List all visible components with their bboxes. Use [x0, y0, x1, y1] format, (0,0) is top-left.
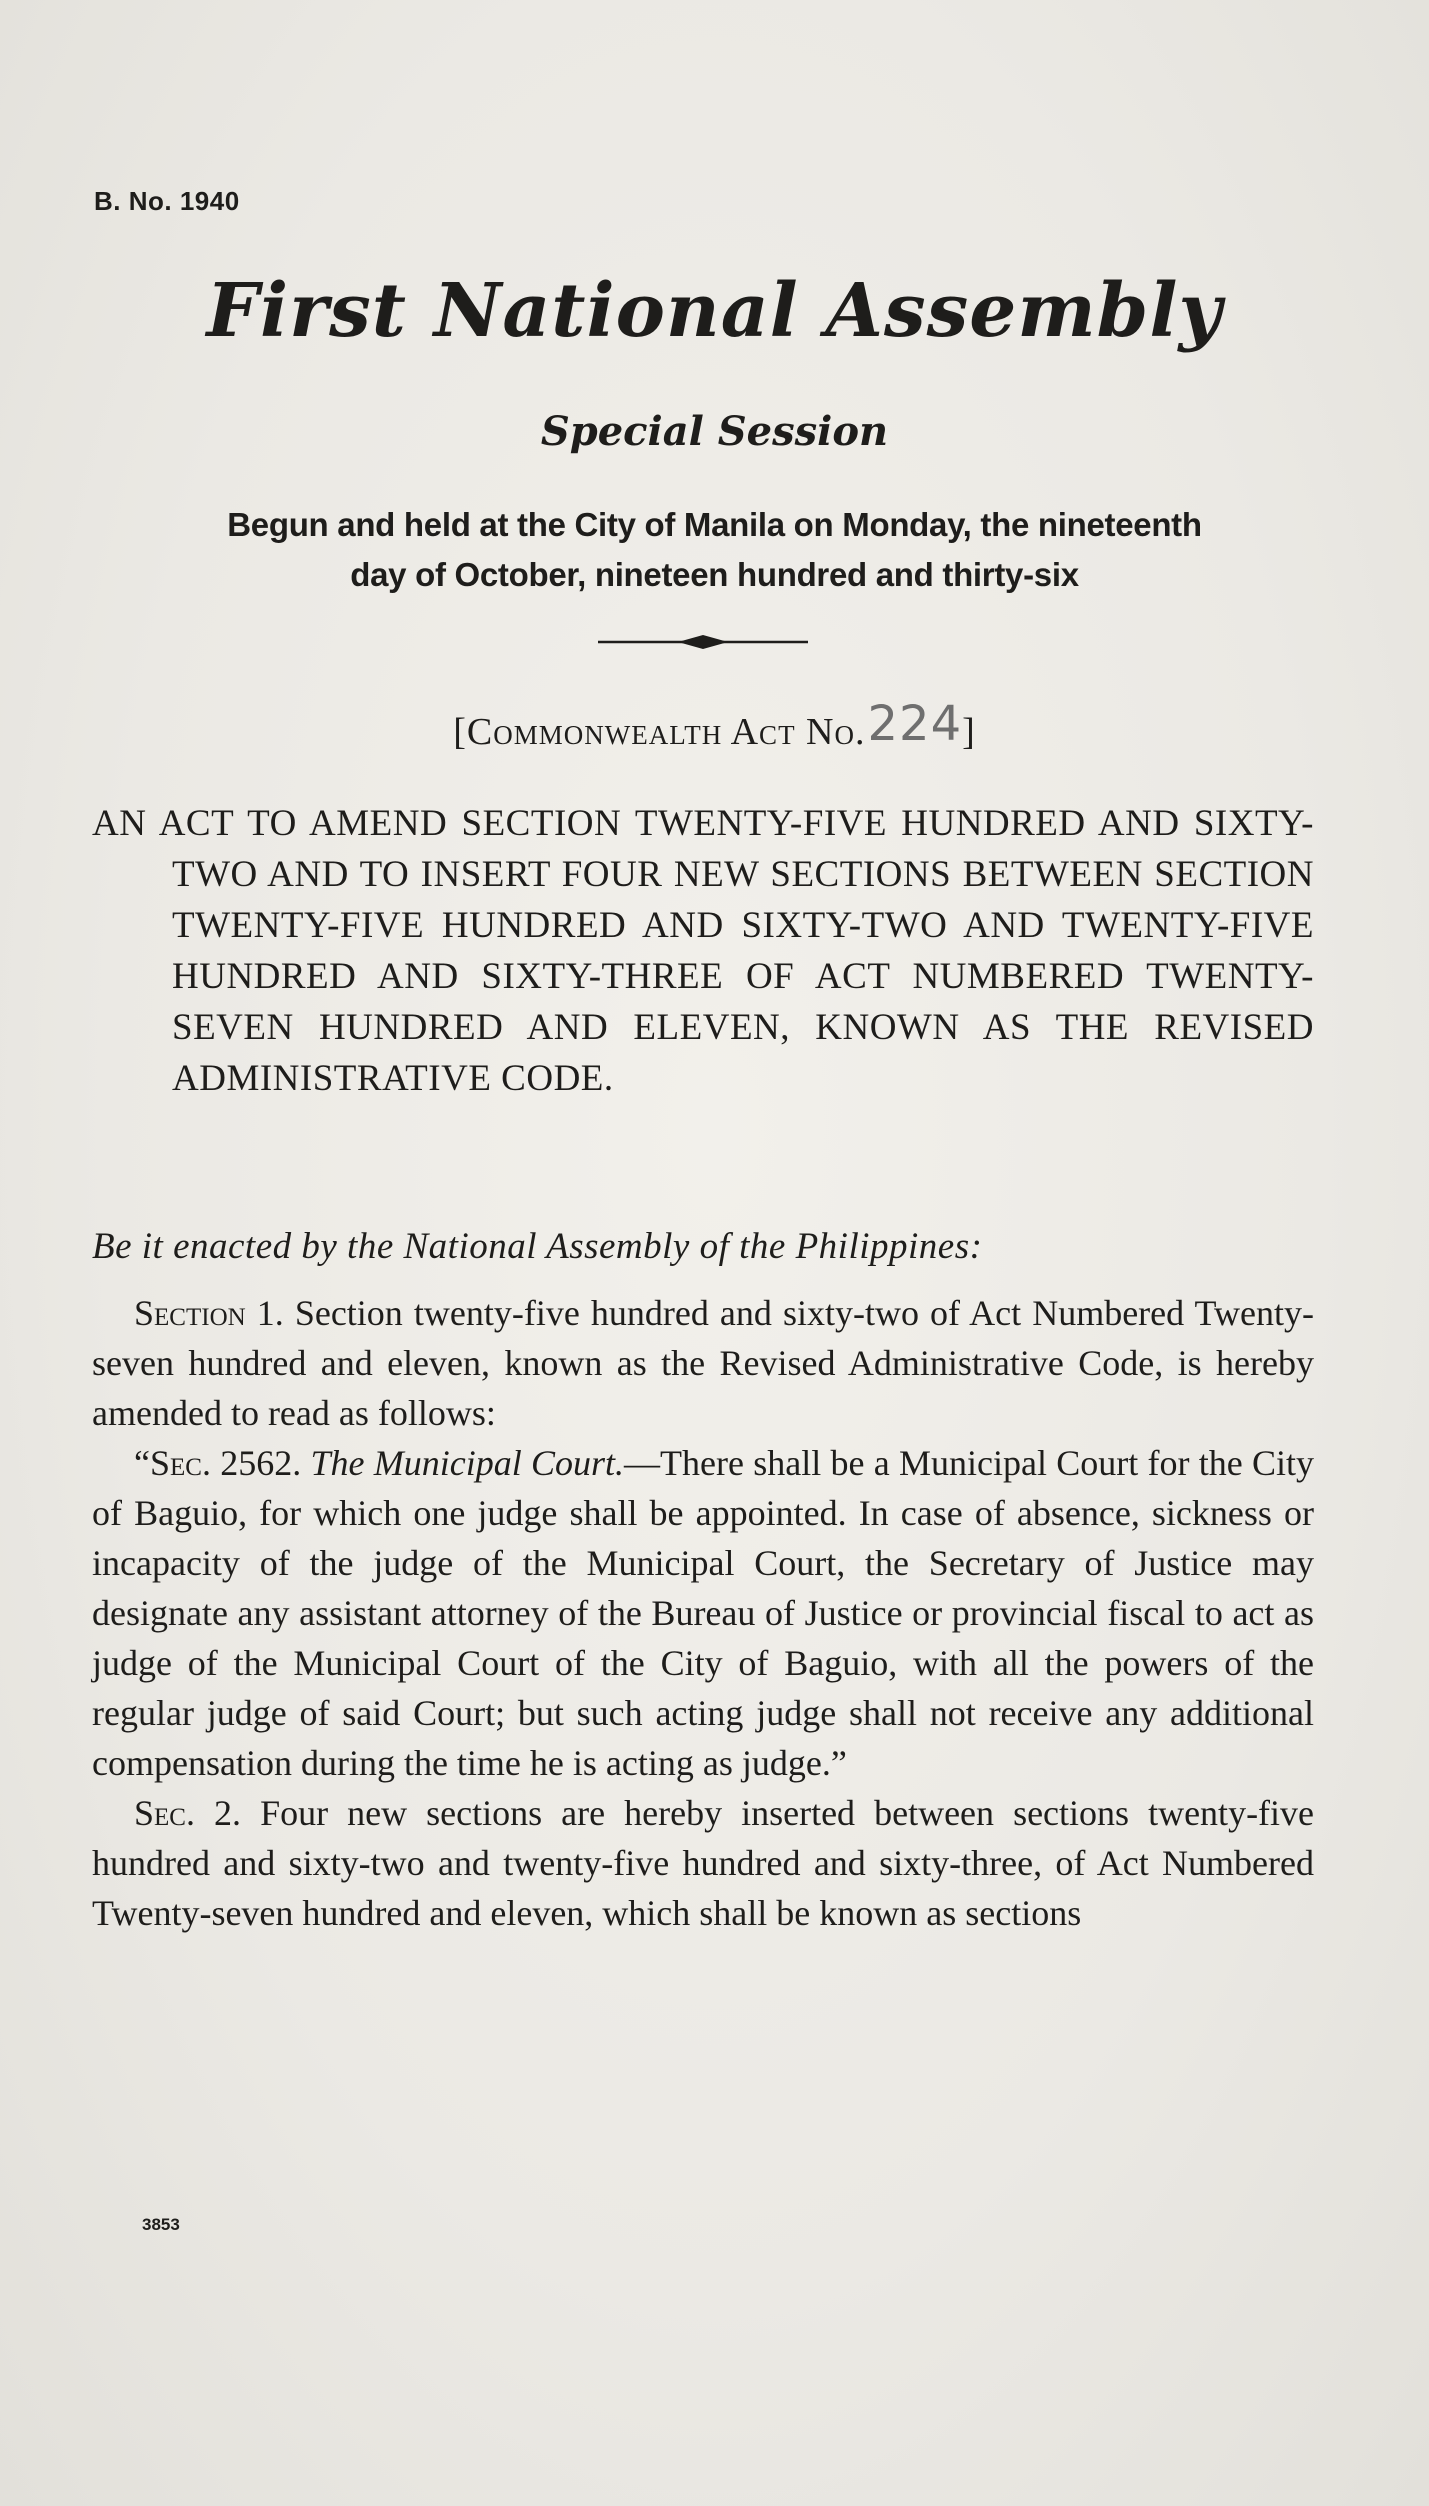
divider-ornament: [598, 630, 808, 654]
enacting-clause: Be it enacted by the National Assembly of the Philippines:: [92, 1226, 983, 1267]
session-title: Special Session: [540, 408, 889, 455]
footer-number: 3853: [142, 2215, 180, 2234]
quoted-section-heading: The Municipal Court.: [310, 1443, 625, 1483]
section-1-label: Section 1.: [134, 1293, 284, 1333]
session-date-line-2: day of October, nineteen hundred and thirty-six: [350, 556, 1079, 593]
close-bracket: ]: [962, 711, 976, 753]
bill-number: B. No. 1940: [94, 186, 240, 216]
section-1-paragraph: [92, 1288, 1314, 1438]
quoted-section-label: Sec.: [149, 1443, 211, 1483]
section-2-text: Four new sections are hereby inserted between sections twenty-five hundred and sixty-two and twenty-five hundred and sixty-three, of Act Numbered Twenty-seven hundred and eleven, which shall be known as sections: [92, 1793, 1315, 1933]
body-text: [92, 1288, 1314, 1938]
quoted-section-paragraph: [92, 1438, 1314, 1788]
act-title: AN ACT TO AMEND SECTION TWENTY-FIVE HUNDRED AND SIXTY-TWO AND TO INSERT FOUR NEW SECTIONS BETWEEN SECTION TWENTY-FIVE HUNDRED AND SIXTY-TWO AND TWENTY-FIVE HUNDRED AND SIXTY-THREE OF ACT NUMBERED TWENTY-SEVEN HUNDRED AND ELEVEN, KNOWN AS THE REVISED ADMINISTRATIVE CODE.: [92, 803, 1314, 1099]
section-2-paragraph: [92, 1788, 1314, 1938]
session-date-line-1: Begun and held at the City of Manila on Monday, the nineteenth: [227, 506, 1202, 543]
open-bracket: [: [453, 711, 467, 753]
section-2-label: Sec.: [134, 1793, 195, 1833]
assembly-title: First National Assembly: [206, 268, 1223, 354]
quoted-section-text: —There shall be a Municipal Court for the City of Baguio, for which one judge shall be appointed. In case of absence, sickness or incapacity of the judge of the Municipal Court, the Secretary of Justice may designate any assistant attorney of the Bureau of Justice or provincial fiscal to act as judge of the Municipal Court of the City of Baguio, with all the powers of the regular judge of said Court; but such acting judge shall not receive any additional compensation during the time he is acting as judge.”: [92, 1443, 1315, 1783]
session-date-statement: [80, 500, 1349, 600]
commonwealth-act-number: [0, 696, 1429, 756]
section-2-number: 2.: [214, 1793, 242, 1833]
handwritten-act-number: 224: [867, 696, 963, 752]
quoted-section-number: 2562.: [220, 1443, 302, 1483]
section-1-text: Section twenty-five hundred and sixty-two of Act Numbered Twenty-seven hundred and eleven, known as the Revised Administrative Code, is hereby amended to read as follows:: [92, 1293, 1315, 1433]
commonwealth-act-label: Commonwealth Act No.: [466, 711, 866, 753]
open-quote: “: [134, 1443, 150, 1483]
